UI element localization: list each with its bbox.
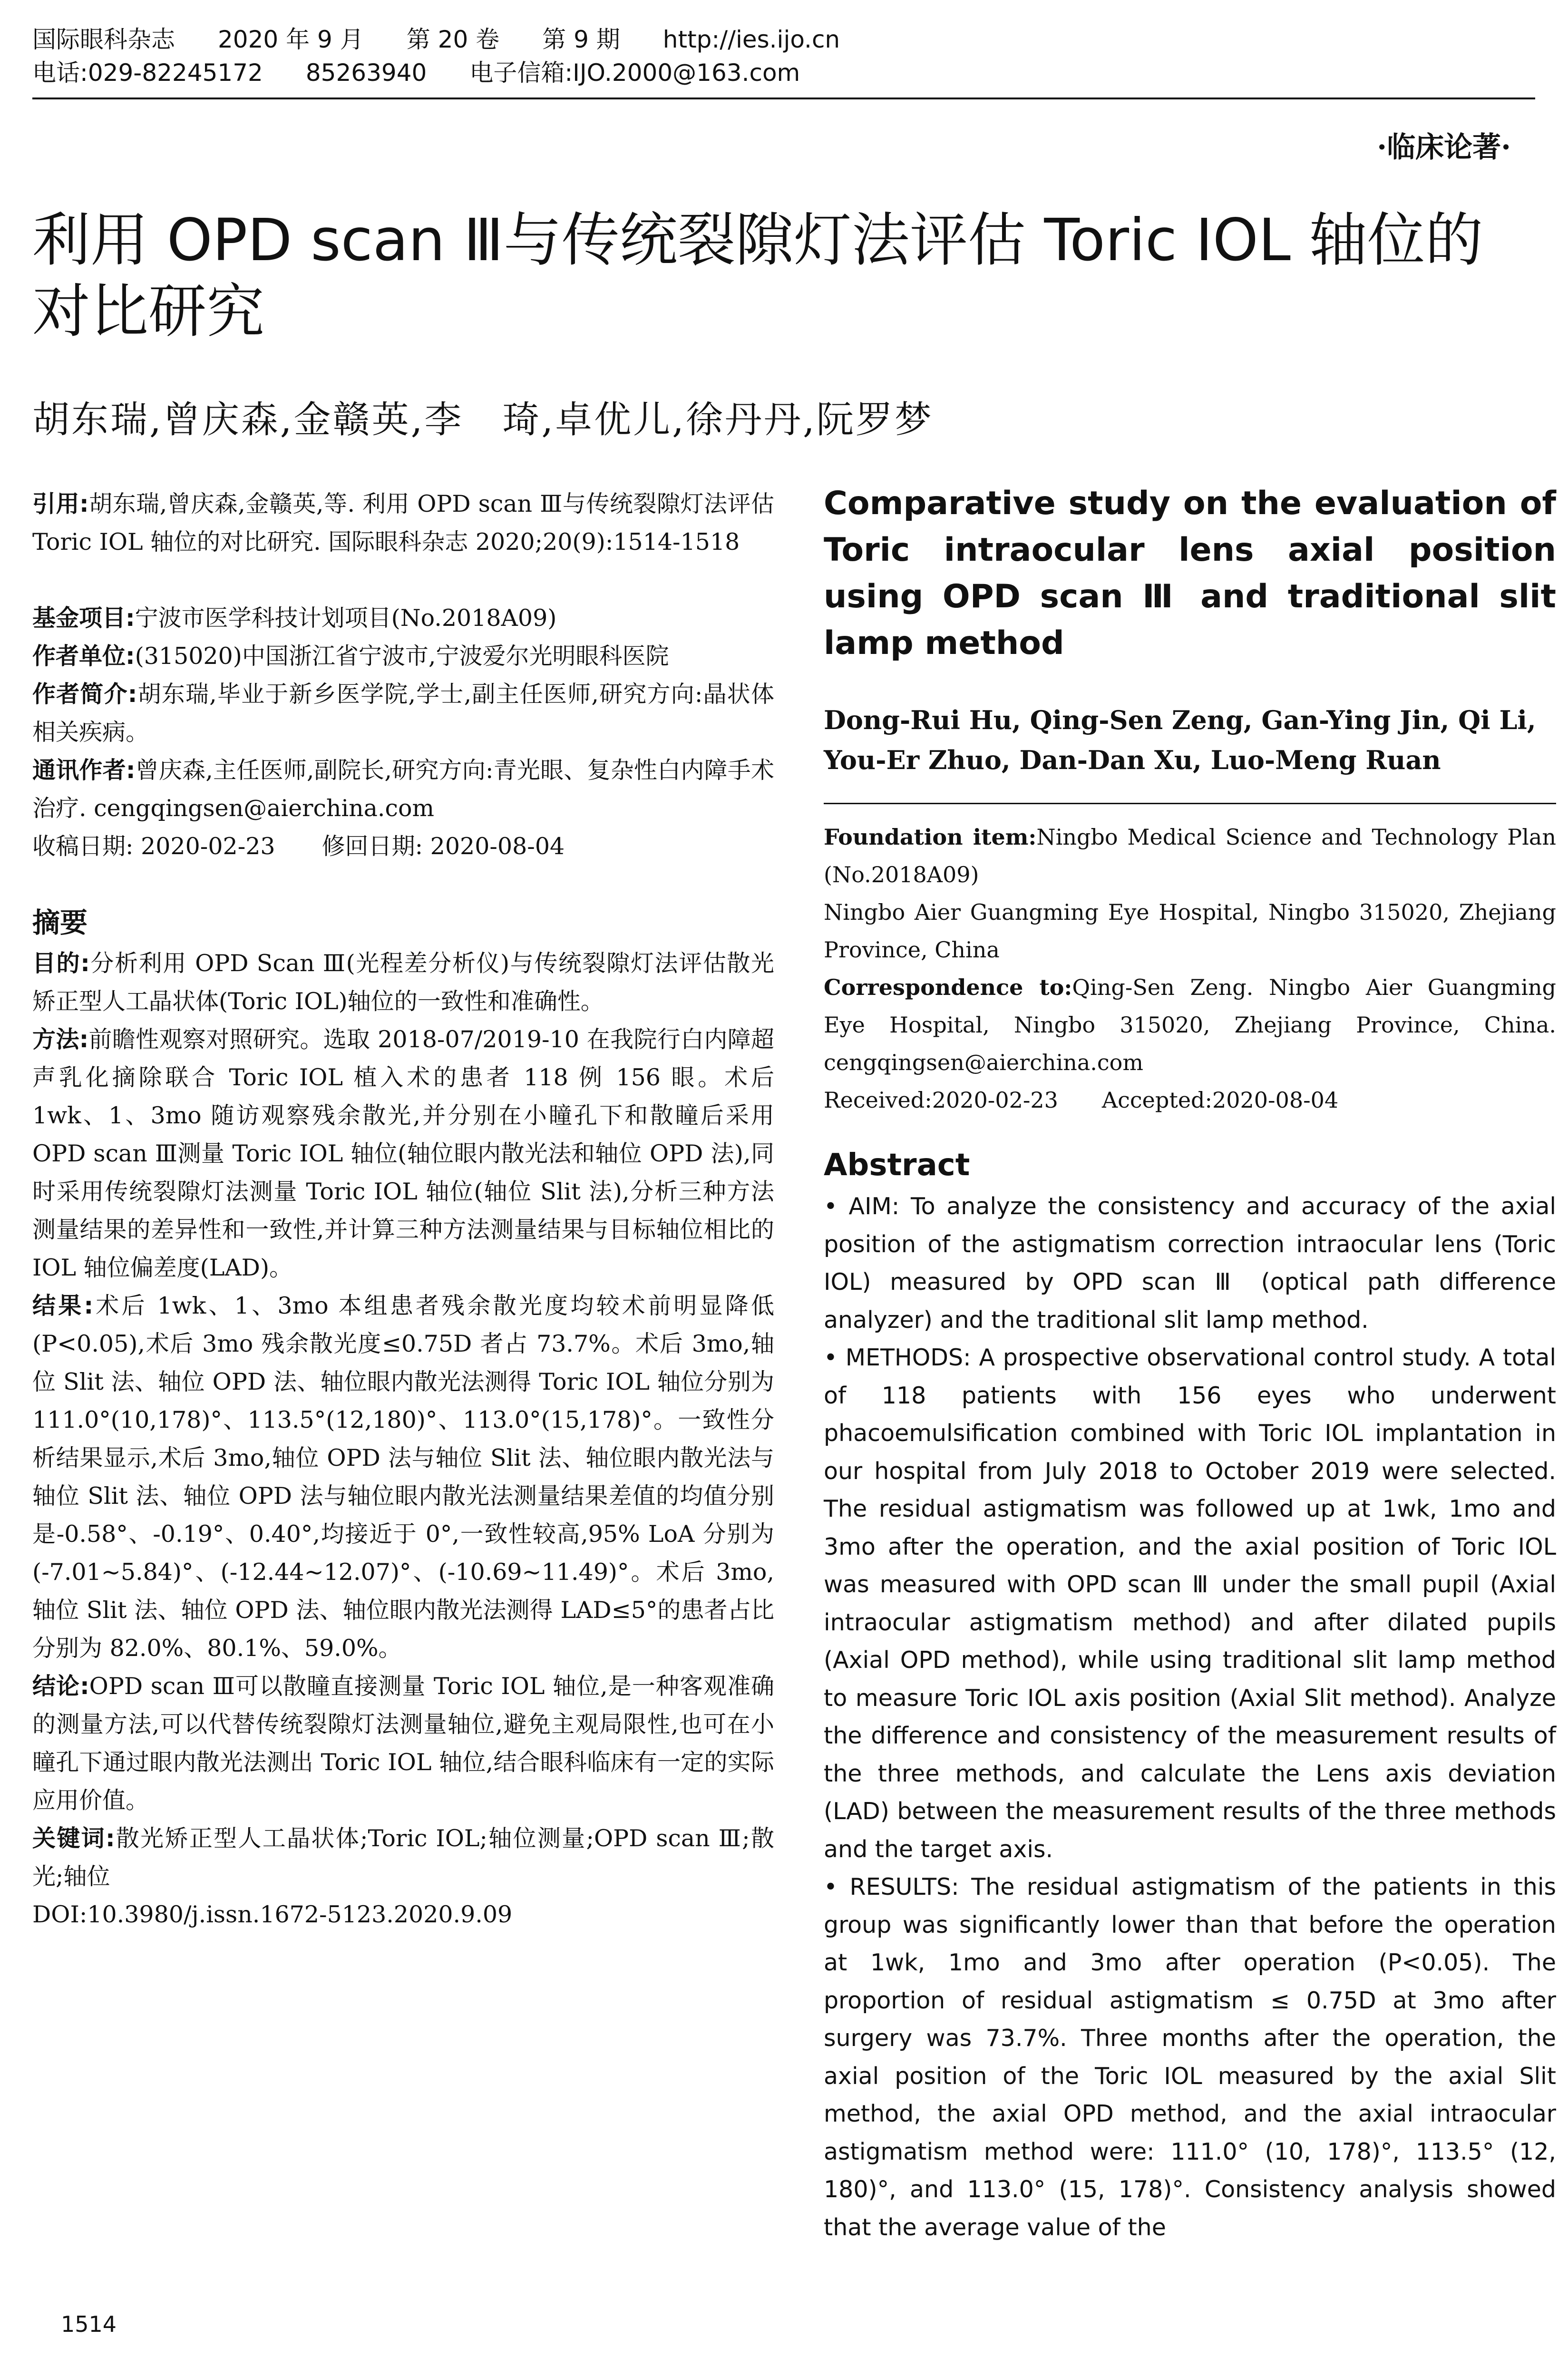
phone: 电话:029-82245172 <box>32 59 263 87</box>
journal-name: 国际眼科杂志 <box>32 26 175 53</box>
paper-title: 利用 OPD scan Ⅲ与传统裂隙灯法评估 Toric IOL 轴位的对比研究 <box>32 206 1483 345</box>
fund-text: 宁波市医学科技计划项目(No.2018A09) <box>135 604 557 632</box>
methods-text: 前瞻性观察对照研究。选取 2018-07/2019-10 在我院行白内障超声乳化摘除联合 Toric IOL 植入术的患者 118 例 156 眼。术后 1wk、1、3mo 随访观察残余散光,并分别在小瞳孔下和散瞳后采用 OPD scan Ⅲ测量 Toric IOL 轴位(轴位眼内散光法和轴位 OPD 法),同时采用传统裂隙灯法测量 Toric IOL 轴位(轴位 Slit 法),分析三种方法测量结果的差异性和一致性,并计算三种方法测量结果与目标轴位相比的 IOL 轴位偏差度(LAD)。 <box>32 1026 774 1281</box>
volume: 第 20 卷 <box>406 26 500 53</box>
conclusion-label: 结论: <box>32 1673 89 1700</box>
journal-url[interactable]: http://ies.ijo.cn <box>662 26 840 53</box>
aim-text: 分析利用 OPD Scan Ⅲ(光程差分析仪)与传统裂隙灯法评估散光矫正型人工晶状体(Toric IOL)轴位的一致性和准确性。 <box>32 950 774 1015</box>
author-bio-label: 作者简介: <box>32 681 137 708</box>
page-number: 1514 <box>61 2311 117 2337</box>
header-divider <box>32 97 1535 99</box>
journal-header <box>32 23 1535 89</box>
abstract-results-cn <box>32 1287 774 1667</box>
citation <box>32 485 774 561</box>
issue: 第 9 期 <box>542 26 620 53</box>
keywords-cn <box>32 1820 774 1896</box>
affiliation-text: (315020)中国浙江省宁波市,宁波爱尔光明眼科医院 <box>135 643 669 670</box>
received-dates: 收稿日期: 2020-02-23 修回日期: 2020-08-04 <box>32 833 565 860</box>
abstract-aim-cn <box>32 945 774 1021</box>
foundation-label: Foundation item: <box>824 824 1037 850</box>
citation-text: 胡东瑞,曾庆森,金赣英,等. 利用 OPD scan Ⅲ与传统裂隙灯法评估 Toric IOL 轴位的对比研究. 国际眼科杂志 2020;20(9):1514-1518 <box>32 490 774 555</box>
author-bio-text: 胡东瑞,毕业于新乡医学院,学士,副主任医师,研究方向:晶状体相关疾病。 <box>32 681 774 746</box>
journal-email[interactable]: 电子信箱:IJO.2000@163.com <box>469 59 800 87</box>
affiliation-label: 作者单位: <box>32 643 135 670</box>
aim-label: 目的: <box>32 950 90 977</box>
author-list: 胡东瑞,曾庆森,金赣英,李 琦,卓优儿,徐丹丹,阮罗梦 <box>32 399 934 441</box>
abstract-conclusion-cn <box>32 1667 774 1820</box>
corresponding-text: 曾庆森,主任医师,副院长,研究方向:青光眼、复杂性白内障手术治疗. cengqingsen@aierchina.com <box>32 757 774 822</box>
abstract-methods-cn <box>32 1021 774 1287</box>
english-affiliation: Ningbo Aier Guangming Eye Hospital, Ningbo 315020, Zhejiang Province, China <box>824 899 1556 963</box>
issue-date: 2020 年 9 月 <box>218 26 364 53</box>
affiliation <box>32 637 774 675</box>
journal-header-line-2 <box>32 56 1535 89</box>
conclusion-text: OPD scan Ⅲ可以散瞳直接测量 Toric IOL 轴位,是一种客观准确的测量方法,可以代替传统裂隙灯法测量轴位,避免主观局限性,也可在小瞳孔下通过眼内散光法测出 Toric IOL 轴位,结合眼科临床有一定的实际应用价值。 <box>32 1673 774 1814</box>
foundation-text: Ningbo Medical Science and Technology Plan (No.2018A09) <box>824 824 1556 887</box>
author-bio <box>32 675 774 751</box>
phone-2: 85263940 <box>305 59 427 87</box>
english-correspondence <box>824 969 1556 1081</box>
corresponding-label: 通讯作者: <box>32 757 136 784</box>
english-dates: Received:2020-02-23 Accepted:2020-08-04 <box>824 1087 1339 1113</box>
keywords-text: 散光矫正型人工晶状体;Toric IOL;轴位测量;OPD scan Ⅲ;散光;轴位 <box>32 1825 774 1890</box>
results-label: 结果: <box>32 1292 94 1319</box>
abstract-results-en: • RESULTS: The residual astigmatism of the patients in this group was significantly lower than that before the operation at 1wk, 1mo and 3mo after operation (P<0.05). The proportion of residual astigmatism ≤ 0.75D at 3mo after surgery was 73.7%. Three months after the operation, the axial position of the Toric IOL measured by the axial Slit method, the axial OPD method, and the axial intraocular astigmatism method were: 111.0° (10, 178)°, 113.5° (12, 180)°, and 113.0° (15, 178)°. Consistency analysis showed that the average value of the <box>824 1873 1556 2241</box>
left-column <box>32 485 774 1934</box>
citation-label: 引用: <box>32 490 89 517</box>
corresponding-author <box>32 751 774 828</box>
english-authors: Dong-Rui Hu, Qing-Sen Zeng, Gan-Ying Jin, Qi Li, You-Er Zhuo, Dan-Dan Xu, Luo-Meng Ruan <box>824 705 1536 775</box>
doi[interactable]: DOI:10.3980/j.issn.1672-5123.2020.9.09 <box>32 1901 513 1928</box>
abstract-aim-en: • AIM: To analyze the consistency and accuracy of the axial position of the astigmatism correction intraocular lens (Toric IOL) measured by OPD scan Ⅲ (optical path difference analyzer) and the traditional slit lamp method. <box>824 1193 1556 1334</box>
correspondence-text: Qing-Sen Zeng. Ningbo Aier Guangming Eye Hospital, Ningbo 315020, Zhejiang Province, China. cengqingsen@aierchina.com <box>824 974 1557 1075</box>
fund-label: 基金项目: <box>32 604 135 632</box>
results-text: 术后 1wk、1、3mo 本组患者残余散光度均较术前明显降低(P<0.05),术后 3mo 残余散光度≤0.75D 者占 73.7%。术后 3mo,轴位 Slit 法、轴位 OPD 法、轴位眼内散光法测得 Toric IOL 轴位分别为 111.0°(10,178)°、113.5°(12,180)°、113.0°(15,178)°。一致性分析结果显示,术后 3mo,轴位 OPD 法与轴位 Slit 法、轴位眼内散光法与轴位 Slit 法、轴位 OPD 法与轴位眼内散光法测量结果差值的均值分别是-0.58°、-0.19°、0.40°,均接近于 0°,一致性较高,95% LoA 分别为(-7.01~5.84)°、(-12.44~12.07)°、(-10.69~11.49)°。术后 3mo,轴位 Slit 法、轴位 OPD 法、轴位眼内散光法测得 LAD≤5°的患者占比分别为 82.0%、80.1%、59.0%。 <box>32 1292 774 1662</box>
section-tag: ·临床论著· <box>1377 131 1511 164</box>
abstract-heading-en: Abstract <box>824 1148 970 1183</box>
journal-header-line-1 <box>32 23 1535 56</box>
correspondence-label: Correspondence to: <box>824 974 1072 1000</box>
keywords-label: 关键词: <box>32 1825 115 1852</box>
english-divider <box>824 803 1556 804</box>
methods-label: 方法: <box>32 1026 89 1053</box>
foundation-item <box>824 818 1556 894</box>
fund-item <box>32 599 774 637</box>
english-title: Comparative study on the evaluation of Toric intraocular lens axial position using OPD scan Ⅲ and traditional slit lamp method <box>824 485 1556 662</box>
right-column <box>824 480 1556 2246</box>
abstract-methods-en: • METHODS: A prospective observational control study. A total of 118 patients with 156 eyes who underwent phacoemulsification combined with Toric IOL implantation in our hospital from July 2018 to October 2019 were selected. The residual astigmatism was followed up at 1wk, 1mo and 3mo after the operation, and the axial position of Toric IOL was measured with OPD scan Ⅲ under the small pupil (Axial intraocular astigmatism method) and after dilated pupils (Axial OPD method), while using traditional slit lamp method to measure Toric IOL axis position (Axial Slit method). Analyze the difference and consistency of the measurement results of the three methods, and calculate the Lens axis deviation (LAD) between the measurement results of the three methods and the target axis. <box>824 1344 1556 1863</box>
abstract-heading-cn: 摘要 <box>32 906 88 939</box>
